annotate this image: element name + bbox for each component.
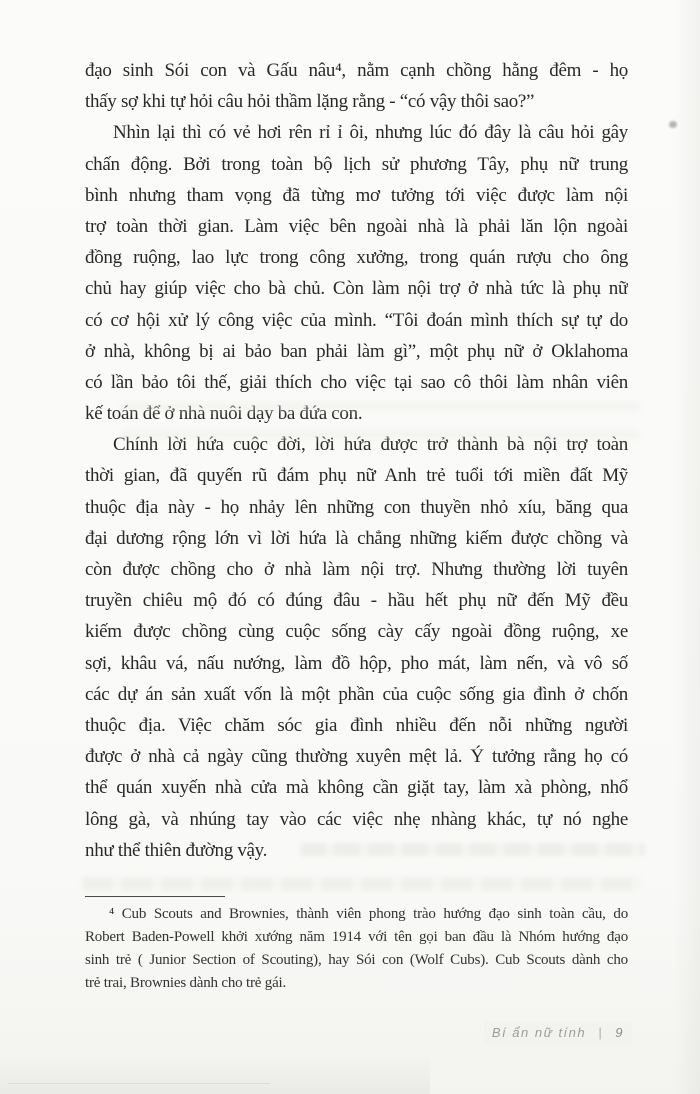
text-line: ở nhà, không bị ai bảo ban phải làm gì”, một phụ nữ ở Oklahoma xyxy=(85,340,628,362)
text-line: sinh trẻ ( Junior Section of Scouting), hay Sói con (Wolf Cubs). Cub Scouts dành cho xyxy=(85,952,628,968)
text-line: như thể thiên đường vậy. xyxy=(85,839,268,861)
text-line: đại dương rộng lớn vì lời hứa là chẳng những kiếm được chồng và xyxy=(85,527,628,549)
text-line: có lần bảo tôi thế, giải thích cho việc tại sao cô thôi làm nhân viên xyxy=(85,371,628,393)
footnote xyxy=(85,903,628,995)
scan-speck-artifact xyxy=(669,121,677,128)
scan-showthrough-artifact xyxy=(82,877,642,891)
text-line: sợi, khâu vá, nấu nướng, làm đồ hộp, pho mát, làm nến, và vô số xyxy=(85,652,628,674)
text-line: còn được chồng cho ở nhà làm nội trợ. Nhưng thường lời tuyên xyxy=(85,559,628,580)
text-line: chủ hay giúp việc cho bà chủ. Còn làm nội trợ ở nhà tức là phụ nữ xyxy=(85,278,628,300)
scan-edge-line xyxy=(8,1083,270,1084)
body-text xyxy=(85,55,628,866)
text-line: được ở nhà cả ngày cũng thường xuyên mệt lả. Ý tưởng rằng họ có xyxy=(85,746,628,768)
text-line: thể quán xuyến nhà cửa mà không cần giặt tay, làm xà phòng, nhổ xyxy=(85,777,628,799)
text-line: bình nhưng tham vọng đã từng mơ tưởng tới việc được làm nội xyxy=(85,184,628,206)
text-line: thuộc địa. Việc chăm sóc gia đình nhiều đến nỗi những người xyxy=(85,714,628,736)
text-line: trẻ trai, Brownies dành cho trẻ gái. xyxy=(85,975,287,991)
text-line: đồng ruộng, lao lực trong công xưởng, trong quán rượu cho ông xyxy=(85,247,628,269)
text-line: trợ toàn thời gian. Làm việc bên ngoài nhà là phải lăn lộn ngoài xyxy=(85,215,628,237)
footnote-separator xyxy=(85,896,225,897)
text-line: thấy sợ khi tự hỏi câu hỏi thầm lặng rằng - “có vậy thôi sao?” xyxy=(85,91,535,113)
page-number: 9 xyxy=(615,1025,624,1040)
text-line: Chính lời hứa cuộc đời, lời hứa được trở thành bà nội trợ toàn xyxy=(113,434,628,456)
text-line: Nhìn lại thì có vẻ hơi rên rỉ ỉ ôi, nhưng lúc đó đây là câu hỏi gây xyxy=(113,122,628,144)
scan-edge-shading xyxy=(0,1054,430,1094)
running-title: Bí ẩn nữ tính xyxy=(491,1025,587,1040)
text-line: kế toán để ở nhà nuôi dạy ba đứa con. xyxy=(85,403,363,425)
text-line: ⁴ Cub Scouts and Brownies, thành viên phong trào hướng đạo sinh toàn cầu, do xyxy=(109,906,628,922)
footer-separator: | xyxy=(598,1025,604,1040)
text-line: truyền chiêu mộ đó có đúng đâu - hầu hết phụ nữ đến Mỹ đều xyxy=(85,590,628,612)
text-line: kiếm được chồng cùng cuộc sống cày cấy ngoài đồng ruộng, xe xyxy=(85,621,628,643)
text-line: lông gà, và nhúng tay vào các việc nhẹ nhàng khác, tự nó nghe xyxy=(85,808,628,830)
page-footer xyxy=(484,1022,632,1044)
scan-edge-shading xyxy=(674,0,700,1094)
text-line: đạo sinh Sói con và Gấu nâu⁴, nằm cạnh chồng hằng đêm - họ xyxy=(85,60,628,81)
text-line: thời gian, đã quyến rũ đám phụ nữ Anh trẻ tuổi tới miền đất Mỹ xyxy=(85,465,628,487)
text-line: có cơ hội xử lý công việc của mình. “Tôi đoán mình thích sự tự do xyxy=(85,309,628,331)
text-line: Robert Baden-Powell khởi xướng năm 1914 với tên gọi ban đầu là Nhóm hướng đạo xyxy=(85,929,628,945)
text-line: chấn động. Bởi trong toàn bộ lịch sử phương Tây, phụ nữ trung xyxy=(85,153,628,175)
text-line: các dự án sản xuất vốn là một phần của cuộc sống gia đình ở chốn xyxy=(85,683,628,705)
text-line: thuộc địa này - họ nhảy lên những con thuyền nhỏ xíu, băng qua xyxy=(85,496,628,518)
